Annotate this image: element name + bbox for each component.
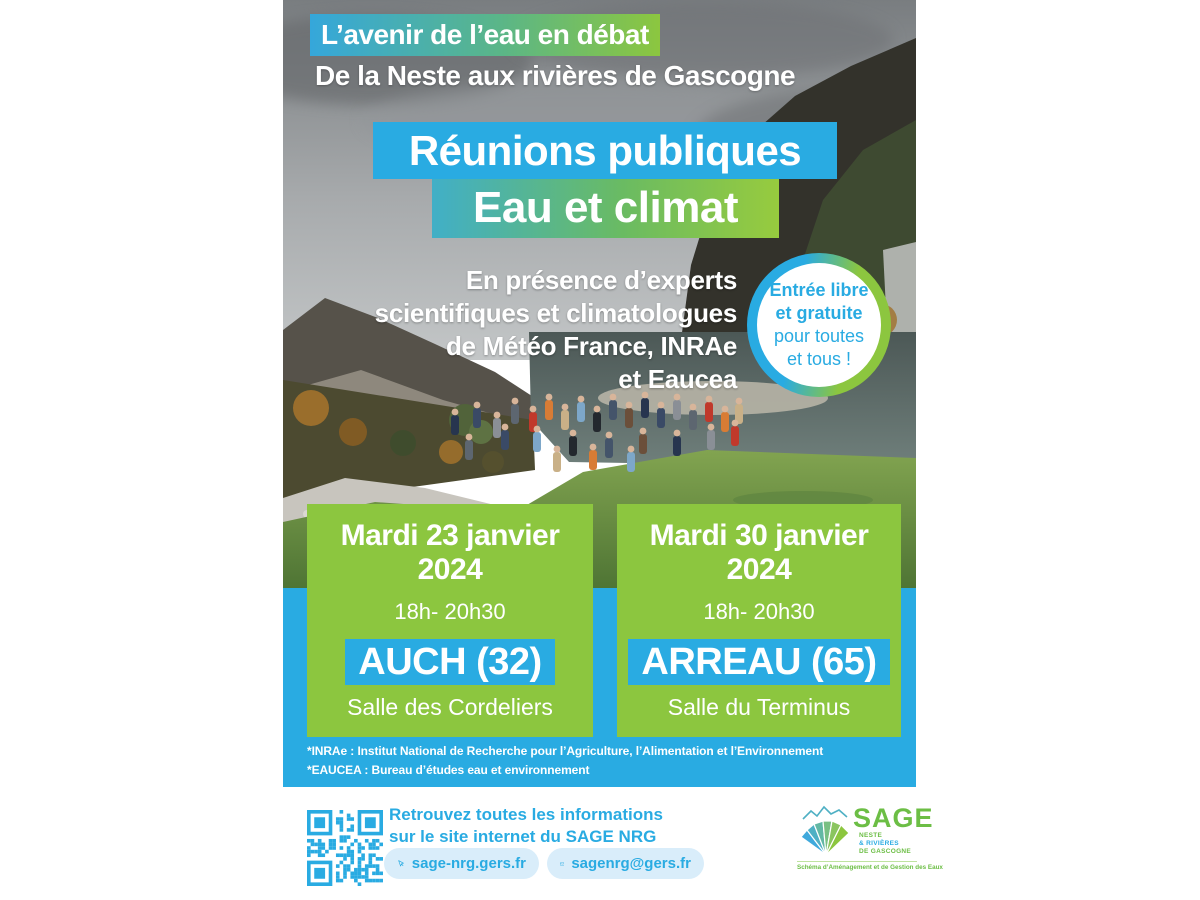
event-card-arreau: [617, 504, 901, 737]
title-banner: L’avenir de l’eau en débat: [310, 14, 660, 56]
badge-line: et tous !: [786, 349, 852, 369]
sage-fan-icon: [797, 803, 855, 859]
event-date-line2: 2024: [726, 553, 792, 586]
intro-line: et Eaucea: [618, 364, 737, 394]
email-button[interactable]: [547, 848, 704, 879]
mail-icon: [560, 856, 564, 872]
website-label: sage-nrg.gers.fr: [411, 855, 526, 872]
event-city-badge: AUCH (32): [345, 639, 554, 685]
event-time: 18h- 20h30: [394, 599, 506, 624]
event-date-line1: Mardi 30 janvier: [649, 519, 869, 552]
logo-sub-gascogne: DE GASCOGNE: [859, 848, 912, 855]
event-date: [307, 519, 593, 587]
free-entry-badge: [747, 253, 891, 397]
logo-sub-neste: NESTE: [859, 832, 883, 839]
experts-intro: [283, 264, 737, 396]
website-button[interactable]: [384, 848, 539, 879]
footnotes: [307, 742, 823, 780]
event-date-line2: 2024: [417, 553, 483, 586]
free-entry-badge-text: [757, 263, 881, 387]
poster: [283, 0, 943, 900]
footer-info-line2: sur le site internet du SAGE NRG: [389, 827, 657, 846]
sage-logo-subtitle: [859, 832, 911, 856]
badge-line: et gratuite: [775, 303, 863, 323]
footer-info-text: [389, 804, 663, 848]
sage-logo: [797, 803, 943, 873]
qr-code: [307, 810, 383, 886]
event-venue: Salle des Cordeliers: [347, 694, 553, 720]
event-date-line1: Mardi 23 janvier: [340, 519, 560, 552]
water-climate-banner: Eau et climat: [432, 179, 779, 238]
subtitle-text: De la Neste aux rivières de Gascogne: [315, 60, 796, 91]
intro-line: scientifiques et climatologues: [374, 298, 737, 328]
sage-logo-title: SAGE: [853, 803, 934, 833]
event-city-badge: ARREAU (65): [628, 639, 889, 685]
event-time: 18h- 20h30: [703, 599, 815, 624]
footnote-eaucea: *EAUCEA : Bureau d’études eau et environnement: [307, 763, 590, 777]
badge-line: pour toutes: [773, 326, 865, 346]
email-label: sagenrg@gers.fr: [571, 855, 691, 872]
event-date: [617, 519, 901, 587]
public-meetings-banner: Réunions publiques: [373, 122, 837, 179]
cursor-icon: [397, 854, 405, 873]
badge-line: Entrée libre: [769, 280, 869, 300]
intro-line: En présence d’experts: [465, 265, 737, 295]
logo-sub-rivieres: & RIVIÈRES: [859, 840, 899, 847]
intro-line: de Météo France, INRAe: [445, 331, 737, 361]
event-venue: Salle du Terminus: [667, 694, 851, 720]
event-card-auch: [307, 504, 593, 737]
sage-logo-tagline: Schéma d’Aménagement et de Gestion des Eaux: [797, 861, 917, 871]
footer-info-line1: Retrouvez toutes les informations: [389, 805, 663, 824]
footnote-inrae: *INRAe : Institut National de Recherche pour l’Agriculture, l’Alimentation et l’Environnement: [307, 744, 824, 758]
